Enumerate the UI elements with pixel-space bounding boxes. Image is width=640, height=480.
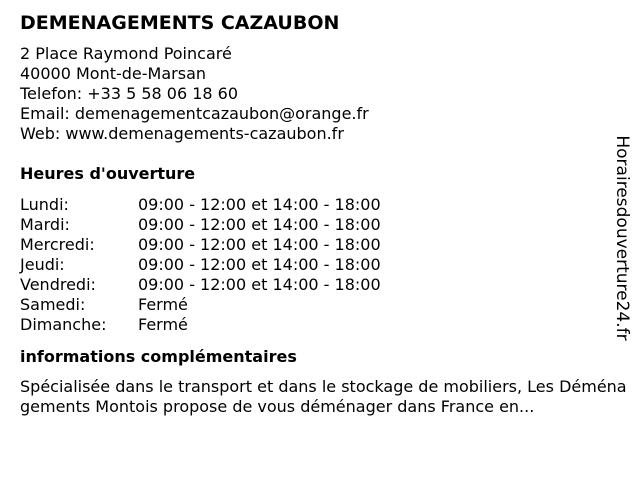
phone-number: Telefon: +33 5 58 06 18 60: [20, 84, 239, 103]
hours-value: 09:00 - 12:00 et 14:00 - 18:00: [138, 255, 381, 274]
address-street: 2 Place Raymond Poincaré: [20, 44, 232, 63]
hours-value: 09:00 - 12:00 et 14:00 - 18:00: [138, 275, 381, 294]
day-label: Jeudi:: [20, 255, 65, 274]
hours-row-thursday: [20, 255, 612, 275]
hours-value: 09:00 - 12:00 et 14:00 - 18:00: [138, 215, 381, 234]
website-url: Web: www.demenagements-cazaubon.fr: [20, 124, 344, 143]
hours-value: 09:00 - 12:00 et 14:00 - 18:00: [138, 195, 381, 214]
hours-row-saturday: [20, 295, 612, 315]
additional-info-heading: informations complémentaires: [20, 347, 297, 366]
hours-value: Fermé: [138, 315, 188, 334]
email-address: Email: demenagementcazaubon@orange.fr: [20, 104, 369, 123]
hours-row-friday: [20, 275, 612, 295]
hours-row-monday: [20, 195, 612, 215]
hours-value: 09:00 - 12:00 et 14:00 - 18:00: [138, 235, 381, 254]
contact-block: [20, 44, 612, 144]
address-city: 40000 Mont-de-Marsan: [20, 64, 207, 83]
day-label: Lundi:: [20, 195, 69, 214]
side-brand-watermark: Horairesdouverture24.fr: [612, 135, 632, 341]
hours-row-wednesday: [20, 235, 612, 255]
hours-row-tuesday: [20, 215, 612, 235]
day-label: Vendredi:: [20, 275, 96, 294]
day-label: Mercredi:: [20, 235, 95, 254]
day-label: Samedi:: [20, 295, 86, 314]
business-name: DEMENAGEMENTS CAZAUBON: [20, 12, 340, 34]
additional-info-text: Spécialisée dans le transport et dans le stockage de mobiliers, Les Déménagements Montois propose de vous déménager dans France en...: [20, 377, 627, 416]
hours-value: Fermé: [138, 295, 188, 314]
opening-hours-table: [20, 195, 612, 335]
hours-row-sunday: [20, 315, 612, 335]
opening-hours-heading: Heures d'ouverture: [20, 164, 196, 183]
day-label: Dimanche:: [20, 315, 107, 334]
day-label: Mardi:: [20, 215, 70, 234]
